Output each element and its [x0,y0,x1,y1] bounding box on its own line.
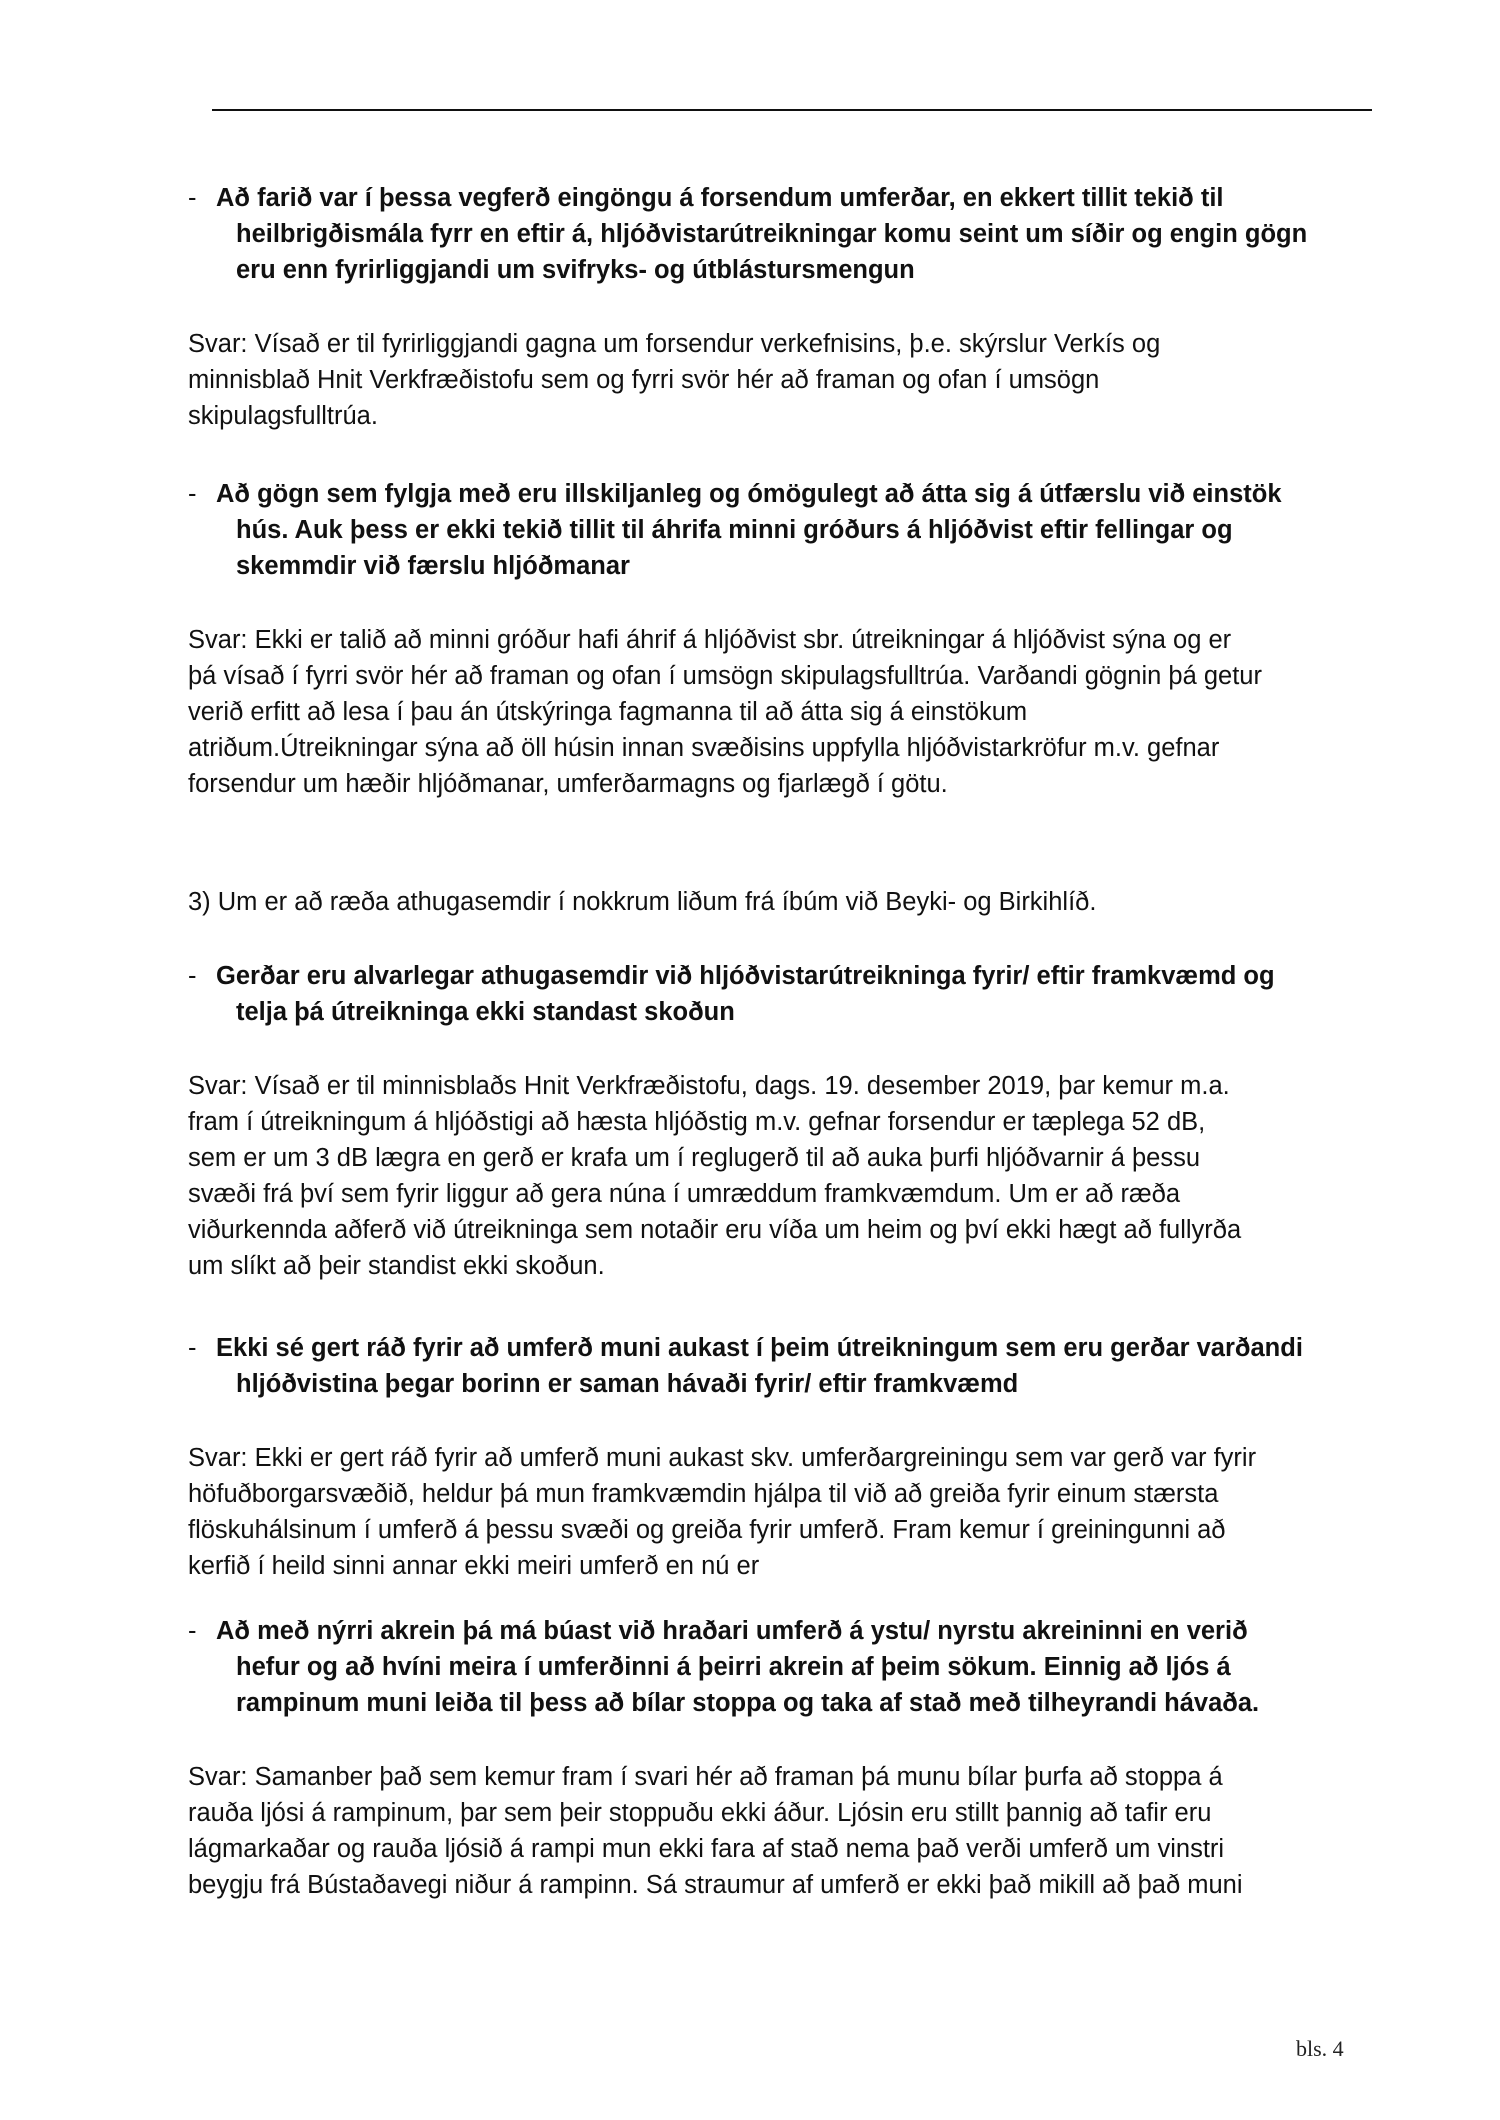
bullet-dash: - [188,1617,197,1645]
text-line: minnisblað Hnit Verkfræðistofu sem og fyrri svör hér að framan og ofan í umsögn [188,366,1100,394]
text-line: Að gögn sem fylgja með eru illskiljanleg og ómögulegt að átta sig á útfærslu við einstök [216,480,1282,508]
text-line: Svar: Ekki er talið að minni gróður hafi áhrif á hljóðvist sbr. útreikningar á hljóðvist sýna og er [188,626,1232,654]
bullet-text [216,1613,1259,1721]
text-line: rauða ljósi á rampinum, þar sem þeir stoppuðu ekki áður. Ljósin eru stillt þannig að tafir eru [188,1799,1212,1827]
bullet-text [216,180,1307,288]
text-line: viðurkennda aðferð við útreikninga sem notaðir eru víða um heim og því ekki hægt að fullyrða [188,1216,1242,1244]
text-line: Að farið var í þessa vegferð eingöngu á forsendum umferðar, en ekkert tillit tekið til [216,184,1224,212]
answer-paragraph [188,1440,1378,1584]
text-line: sem er um 3 dB lægra en gerð er krafa um í reglugerð til að auka þurfi hljóðvarnir á þessu [188,1144,1201,1172]
text-line: forsendur um hæðir hljóðmanar, umferðarmagns og fjarlægð í götu. [188,770,948,798]
text-line: Gerðar eru alvarlegar athugasemdir við hljóðvistarútreikninga fyrir/ eftir framkvæmd og [216,962,1275,990]
page-number: bls. 4 [1296,2036,1344,2061]
text-line: rampinum muni leiða til þess að bílar stoppa og taka af stað með tilheyrandi hávaða. [236,1689,1260,1717]
bullet-text [216,476,1282,584]
text-line: hefur og að hvíni meira í umferðinni á þeirri akrein af þeim sökum. Einnig að ljós á [236,1653,1231,1681]
header-rule [212,109,1372,111]
answer-paragraph [188,326,1378,434]
text-line: hljóðvistina þegar borinn er saman hávaði fyrir/ eftir framkvæmd [236,1370,1019,1398]
text-line: 3) Um er að ræða athugasemdir í nokkrum liðum frá íbúm við Beyki- og Birkihlíð. [188,888,1097,916]
answer-paragraph [188,1759,1378,1903]
text-line: Svar: Vísað er til fyrirliggjandi gagna um forsendur verkefnisins, þ.e. skýrslur Verkís og [188,330,1161,358]
text-line: skipulagsfulltrúa. [188,402,378,430]
text-line: hús. Auk þess er ekki tekið tillit til áhrifa minni gróðurs á hljóðvist eftir fellingar og [236,516,1233,544]
text-line: svæði frá því sem fyrir liggur að gera núna í umræddum framkvæmdum. Um er að ræða [188,1180,1181,1208]
bullet-dash: - [188,184,197,212]
text-line: flöskuhálsinum í umferð á þessu svæði og greiða fyrir umferð. Fram kemur í greiningunni að [188,1516,1226,1544]
text-line: beygju frá Bústaðavegi niður á rampinn. Sá straumur af umferð er ekki það mikill að það muni [188,1871,1243,1899]
comment-bullet [188,1613,1378,1721]
comment-bullet [188,180,1378,288]
text-line: atriðum.Útreikningar sýna að öll húsin innan svæðisins uppfylla hljóðvistarkröfur m.v. gefnar [188,734,1220,762]
text-line: telja þá útreikninga ekki standast skoðun [236,998,735,1026]
bullet-text [216,1330,1303,1402]
bullet-text [216,958,1275,1030]
text-line: verið erfitt að lesa í þau án útskýringa fagmanna til að átta sig á einstökum [188,698,1028,726]
text-line: Að með nýrri akrein þá má búast við hraðari umferð á ystu/ nyrstu akreininni en verið [216,1617,1248,1645]
bullet-dash: - [188,1334,197,1362]
text-line: Ekki sé gert ráð fyrir að umferð muni aukast í þeim útreikningum sem eru gerðar varðandi [216,1334,1303,1362]
bullet-dash: - [188,480,197,508]
section-intro-paragraph [188,884,1378,920]
comment-bullet [188,1330,1378,1402]
bullet-dash: - [188,962,197,990]
text-line: um slíkt að þeir standist ekki skoðun. [188,1252,605,1280]
text-line: höfuðborgarsvæðið, heldur þá mun framkvæmdin hjálpa til við að greiða fyrir einum stærsta [188,1480,1219,1508]
text-line: kerfið í heild sinni annar ekki meiri umferð en nú er [188,1552,760,1580]
answer-paragraph [188,1068,1378,1284]
answer-paragraph [188,622,1378,802]
comment-bullet [188,958,1378,1030]
text-line: Svar: Ekki er gert ráð fyrir að umferð muni aukast skv. umferðargreiningu sem var gerð var fyrir [188,1444,1257,1472]
text-line: eru enn fyrirliggjandi um svifryks- og útblástursmengun [236,256,915,284]
text-line: lágmarkaðar og rauða ljósið á rampi mun ekki fara af stað nema það verði umferð um vinstri [188,1835,1225,1863]
text-line: þá vísað í fyrri svör hér að framan og ofan í umsögn skipulagsfulltrúa. Varðandi gögnin þá getur [188,662,1262,690]
comment-bullet [188,476,1378,584]
text-line: fram í útreikningum á hljóðstigi að hæsta hljóðstig m.v. gefnar forsendur er tæplega 52 dB, [188,1108,1206,1136]
text-line: heilbrigðismála fyrr en eftir á, hljóðvistarútreikningar komu seint um síðir og engin gögn [236,220,1308,248]
text-line: Svar: Vísað er til minnisblaðs Hnit Verkfræðistofu, dags. 19. desember 2019, þar kemur m.a. [188,1072,1230,1100]
text-line: skemmdir við færslu hljóðmanar [236,552,630,580]
text-line: Svar: Samanber það sem kemur fram í svari hér að framan þá munu bílar þurfa að stoppa á [188,1763,1223,1791]
